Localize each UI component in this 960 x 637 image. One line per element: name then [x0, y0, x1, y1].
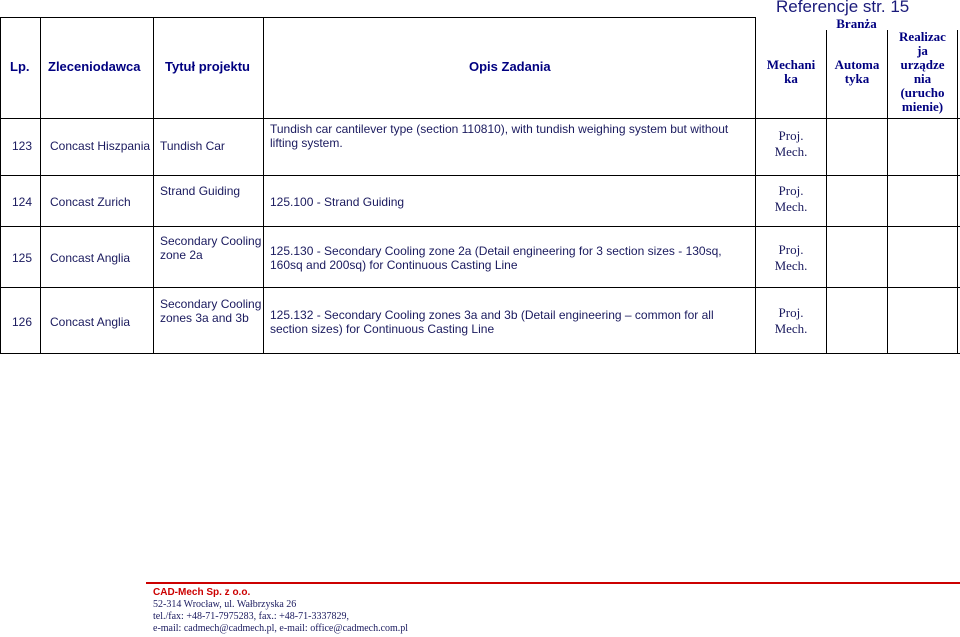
col-border-client [40, 17, 41, 354]
row-126-bottom-border [0, 353, 960, 354]
table-row-mech: Proj. Mech. [774, 128, 808, 159]
table-row-project: Strand Guiding [160, 184, 241, 198]
table-row-client: Concast Hiszpania [50, 139, 151, 153]
email-link-office[interactable]: office@cadmech.com.pl [310, 623, 409, 634]
header-branch: Branża [836, 16, 877, 31]
table-row-lp: 125 [12, 251, 33, 265]
table-row-project: Tundish Car [160, 139, 225, 153]
table-row-lp: 126 [12, 315, 33, 329]
col-border-desc [263, 17, 264, 354]
footer-divider [146, 582, 960, 584]
table-row-mech: Proj. Mech. [774, 242, 808, 273]
table-row-client: Concast Anglia [50, 251, 131, 265]
email-link-cadmech[interactable]: cadmech@cadmech.pl [183, 623, 275, 634]
header-automatyka: Automa tyka [834, 57, 880, 86]
footer-company: CAD-Mech Sp. z o.o. [153, 587, 251, 598]
footer-address: 52-314 Wrocław, ul. Wałbrzyska 26 [153, 599, 297, 610]
header-lp: Lp. [10, 59, 30, 74]
table-row-client: Concast Anglia [50, 315, 131, 329]
footer-email: e-mail: cadmech@cadmech.pl, e-mail: office@cadmech.com.pl [153, 623, 409, 634]
row-123-bottom-border [0, 175, 960, 176]
row-125-bottom-border [0, 287, 960, 288]
col-border-end [957, 30, 958, 354]
header-realizacja: Realizac ja urządze nia (urucho mienie) [899, 29, 946, 114]
table-row-client: Concast Zurich [50, 195, 131, 209]
reference-title: Referencje str. 15 [776, 0, 910, 16]
table-row-lp: 124 [12, 195, 33, 209]
table-row-project: Secondary Cooling zones 3a and 3b [160, 297, 262, 325]
header-client: Zleceniodawca [48, 59, 141, 74]
header-description: Opis Zadania [469, 59, 551, 74]
header-bottom-border [0, 118, 960, 119]
row-124-bottom-border [0, 226, 960, 227]
header-mechanika: Mechani ka [766, 57, 816, 86]
col-border-project [153, 17, 154, 354]
table-row-description: 125.132 - Secondary Cooling zones 3a and 3b (Detail engineering – common for all section sizes) for Continuous Casting Line [270, 308, 714, 336]
col-border-lp [0, 17, 1, 354]
table-row-lp: 123 [12, 139, 33, 153]
table-row-description: 125.100 - Strand Guiding [270, 195, 405, 209]
table-row-mech: Proj. Mech. [774, 183, 808, 214]
table-row-description: 125.130 - Secondary Cooling zone 2a (Detail engineering for 3 section sizes - 130sq, 160sq and 200sq) for Continuous Casting Line [270, 244, 722, 272]
table-row-description: Tundish car cantilever type (section 110810), with tundish weighing system but without lifting system. [270, 122, 729, 150]
table-top-border [0, 17, 755, 18]
header-project: Tytuł projektu [165, 59, 250, 74]
table-row-project: Secondary Cooling zone 2a [160, 234, 262, 262]
footer-phone: tel./fax: +48-71-7975283, fax.: +48-71-3337829, [153, 611, 349, 622]
table-row-mech: Proj. Mech. [774, 305, 808, 336]
